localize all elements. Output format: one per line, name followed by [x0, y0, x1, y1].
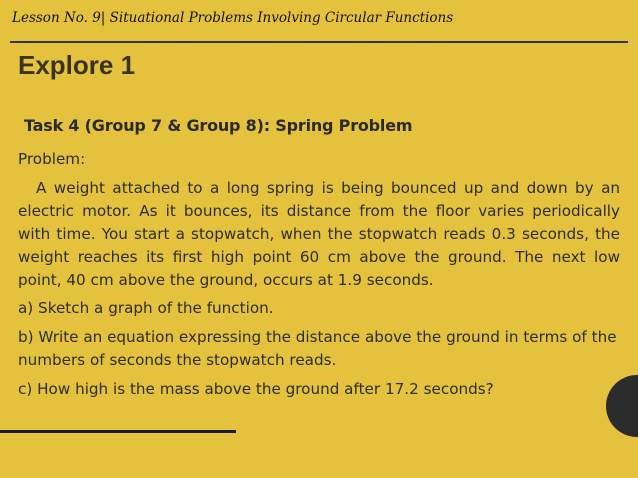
page-title: Explore 1 [18, 50, 136, 80]
question-c: c) How high is the mass above the ground after 17.2 seconds? [18, 380, 494, 398]
question-a: a) Sketch a graph of the function. [18, 299, 274, 317]
problem-statement: A weight attached to a long spring is being bounced up and down by an electric motor. As it bounces, its distance from the floor varies periodically with time. You start a stopwatch, when the stopwatch reads 0.3 seconds, the weight reaches its first high point 60 cm above the ground. The next low point, 40 cm above the ground, occurs at 1.9 seconds. [18, 179, 620, 289]
task-title: Task 4 (Group 7 & Group 8): Spring Problem [24, 116, 413, 135]
footer-divider [0, 430, 236, 433]
problem-label: Problem: [18, 150, 86, 168]
problem-content [18, 148, 620, 407]
question-b: b) Write an equation expressing the distance above the ground in terms of the numbers of seconds the stopwatch reads. [18, 328, 617, 369]
lesson-title: Lesson No. 9| Situational Problems Involving Circular Functions [12, 10, 454, 26]
header-divider [10, 41, 628, 43]
